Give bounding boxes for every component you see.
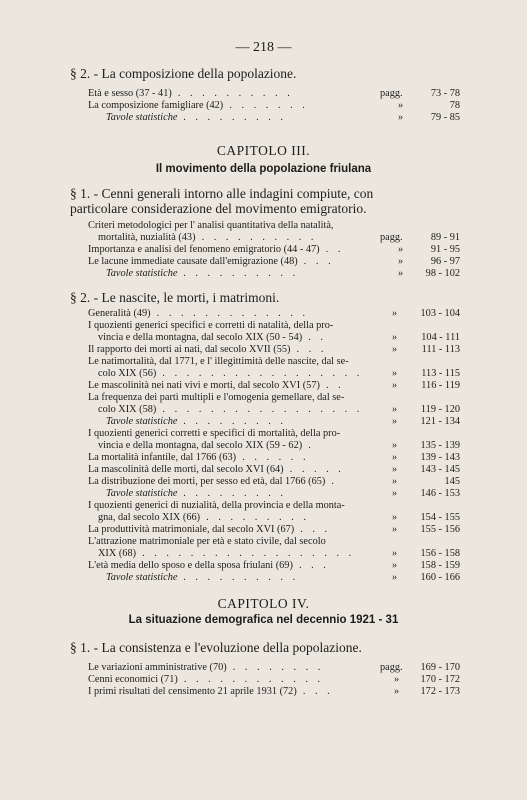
toc-entry: Il rapporto dei morti ai nati, dal secolo XVII (55) . . . » 111 - 113 [88,344,460,355]
entry-pages: 119 - 120 [420,403,460,415]
entry-title: vincia e della montagna, dal secolo XIX (59 - 62) [98,439,303,451]
entry-pages: 113 - 115 [421,367,460,379]
entry-title: Le lacune immediate causate dall'emigrazione (48) [88,256,298,267]
entry-pages-prefix: » [394,674,400,685]
entry-title: Le variazioni amministrative (70) [88,662,227,673]
entry-pages-prefix: » [394,686,400,697]
entry-pages-prefix: » [392,476,398,487]
entry-title: mortalità, nuzialità (43) [98,231,196,243]
entry-title: La produttività matrimoniale, dal secolo XVI (67) [88,524,295,535]
entry-title: La mascolinità delle morti, dal secolo XVI (64) [88,464,284,475]
chapter-title: CAPITOLO III. [216,143,311,158]
entry-pages-prefix: » [398,256,404,267]
section-heading: § 1. - Cenni generali intorno alle indagini compiute, con particolare considerazione del movimento emigratorio. [70,186,374,216]
entry-pages-prefix: » [392,331,398,343]
entry-title: Tavole statistiche [106,488,178,499]
toc-entry: Le mascolinità nei nati vivi e morti, dal secolo XVI (57) . . » 116 - 119 [88,380,460,391]
chapter-title: CAPITOLO IV. [217,596,310,611]
entry-pages: 170 - 172 [420,674,460,685]
entry-pages-prefix: » [392,367,398,379]
entry-pages-prefix: » [392,488,398,499]
toc-entry: La composizione famigliare (42) . . . . . . . » 78 [88,100,460,111]
entry-title-line1: L'attrazione matrimoniale per età e stato civile, dal secolo [88,536,326,547]
toc-entry: I primi risultati del censimento 21 aprile 1931 (72) . . . » 172 - 173 [88,686,460,697]
toc-entry: L'attrazione matrimoniale per età e stato civile, dal secolo XIX (68) . . . . . . . . . . . . . . . . . . » 156 - 158 [88,536,460,559]
toc-entry: Età e sesso (37 - 41) . . . . . . . . . . pagg. 73 - 78 [88,88,460,99]
entry-title: I primi risultati del censimento 21 aprile 1931 (72) [88,686,297,697]
entry-pages: 160 - 166 [420,572,460,583]
toc-entry: La distribuzione dei morti, per sesso ed età, dal 1766 (65) . » 145 [88,476,460,487]
entry-title: Età e sesso (37 - 41) [88,88,172,99]
entry-title-line1: Criteri metodologici per l' analisi quantitativa della natalità, [88,220,334,231]
entry-title: Il rapporto dei morti ai nati, dal secolo XVII (55) [88,344,291,355]
entry-pages-prefix: » [392,344,398,355]
entry-title: Importanza e analisi del fenomeno emigratorio (44 - 47) [88,244,320,255]
entry-pages-prefix: » [398,112,404,123]
toc-entry: La produttività matrimoniale, dal secolo XVI (67) . . . » 155 - 156 [88,524,460,535]
entry-title: Cenni economici (71) [88,674,178,685]
entry-title: vincia e della montagna, dal secolo XIX (50 - 54) [98,331,303,343]
toc-entry: Tavole statistiche . . . . . . . . . » 146 - 153 [106,488,460,499]
entry-title-line1: I quozienti generici corretti e specifici di mortalità, della pro- [88,428,341,439]
entry-pages-prefix: » [398,244,404,255]
entry-title: Le mascolinità nei nati vivi e morti, dal secolo XVI (57) [88,380,320,391]
entry-title: Tavole statistiche [106,416,178,427]
entry-pages-prefix: » [398,100,404,111]
toc-entry: Le natimortalità, dal 1771, e l' illegittimità delle nascite, dal se- colo XIX (56) . . . . . . . . . . . . . . . . . » 113 - 115 [88,356,460,379]
entry-pages: 78 [449,100,460,111]
entry-pages: 135 - 139 [420,439,460,451]
toc-entry: La frequenza dei parti multipli e l'omogenia gemellare, dal se- colo XIX (58) . . . . . . . . . . . . . . . . . » 119 - 120 [88,392,460,415]
entry-pages: 146 - 153 [420,488,460,499]
entry-pages: 139 - 143 [420,452,460,463]
entry-pages-prefix: » [392,403,398,415]
entry-pages: 98 - 102 [425,268,460,279]
entry-title-line1: I quozienti generici specifici e corretti di natalità, della pro- [88,320,334,331]
entry-pages-prefix: » [392,547,398,559]
entry-title: XIX (68) [98,547,137,559]
toc-entry: Tavole statistiche . . . . . . . . . » 121 - 134 [106,416,460,427]
entry-pages-prefix: » [392,439,398,451]
entry-pages-prefix: » [392,416,398,427]
chapter-subtitle: Il movimento della popolazione friulana [155,163,372,175]
entry-title: colo XIX (56) [98,367,157,379]
toc-entry: Tavole statistiche . . . . . . . . . . » 98 - 102 [106,268,460,279]
entry-title: La mortalità infantile, dal 1766 (63) [88,452,237,463]
entry-pages: 89 - 91 [430,231,460,243]
page-number: — 218 — [235,40,292,55]
entry-title: La composizione famigliare (42) [88,100,224,111]
toc-entry: Le lacune immediate causate dall'emigrazione (48) . . . » 96 - 97 [88,256,460,267]
chapter-subtitle: La situazione demografica nel decennio 1921 - 31 [128,614,399,626]
toc-entry: La mascolinità delle morti, dal secolo XVI (64) . . . . . » 143 - 145 [88,464,460,475]
entry-title: gna, dal secolo XIX (66) [98,511,201,523]
entry-pages: 104 - 111 [421,331,460,343]
entry-pages: 121 - 134 [420,416,460,427]
entry-pages-prefix: » [392,572,398,583]
entry-pages: 172 - 173 [420,686,460,697]
entry-pages: 158 - 159 [420,560,460,571]
toc-entry: Tavole statistiche . . . . . . . . . . » 160 - 166 [106,572,460,583]
entry-pages: 169 - 170 [420,662,460,673]
entry-pages: 73 - 78 [430,88,460,99]
toc-entry: Generalità (49) . . . . . . . . . . . . . » 103 - 104 [88,308,460,319]
toc-entry: Importanza e analisi del fenomeno emigratorio (44 - 47) . . » 91 - 95 [88,244,460,255]
section-heading: § 2. - La composizione della popolazione. [70,66,297,81]
entry-title-line1: La frequenza dei parti multipli e l'omogenia gemellare, dal se- [88,392,345,403]
section-heading: § 2. - Le nascite, le morti, i matrimoni. [70,290,280,305]
entry-pages: 111 - 113 [421,344,460,355]
entry-pages: 156 - 158 [420,547,460,559]
entry-title-line1: I quozienti generici di nuzialità, della provincia e della monta- [88,500,345,511]
toc-entry: Criteri metodologici per l' analisi quantitativa della natalità, mortalità, nuzialità (43) . . . . . . . . . . pagg. 89 - 91 [88,220,460,243]
entry-pages-prefix: » [392,524,398,535]
entry-pages-prefix: » [398,268,404,279]
toc-entry: La mortalità infantile, dal 1766 (63) . . . . . . » 139 - 143 [88,452,460,463]
toc-entry: I quozienti generici di nuzialità, della provincia e della monta- gna, dal secolo XIX (66) . . . . . . . . . » 154 - 155 [88,500,460,523]
entry-pages-prefix: pagg. [380,662,403,673]
toc-entry: Cenni economici (71) . . . . . . . . . . . . » 170 - 172 [88,674,460,685]
entry-title: La distribuzione dei morti, per sesso ed età, dal 1766 (65) [88,476,326,487]
entry-pages: 145 [444,476,460,487]
toc-entry: L'età media dello sposo e della sposa friulani (69) . . . » 158 - 159 [88,560,460,571]
entry-title: Generalità (49) [88,308,151,319]
entry-title: Tavole statistiche [106,268,178,279]
entry-pages-prefix: » [392,464,398,475]
entry-pages-prefix: » [392,560,398,571]
section-heading: § 1. - La consistenza e l'evoluzione della popolazione. [70,640,362,655]
toc-entry: I quozienti generici specifici e corretti di natalità, della pro- vincia e della montagna, dal secolo XIX (50 - 54) . . » 104 - 111 [88,320,460,343]
entry-title: colo XIX (58) [98,403,157,415]
entry-title: Tavole statistiche [106,572,178,583]
entry-pages: 96 - 97 [430,256,460,267]
entry-pages-prefix: » [392,380,398,391]
entry-pages-prefix: » [392,511,398,523]
entry-pages: 143 - 145 [420,464,460,475]
toc-entry: Tavole statistiche . . . . . . . . . » 79 - 85 [106,112,460,123]
entry-pages: 79 - 85 [430,112,460,123]
entry-pages: 155 - 156 [420,524,460,535]
entry-pages: 154 - 155 [420,511,460,523]
entry-pages-prefix: pagg. [380,231,403,243]
entry-pages: 103 - 104 [420,308,460,319]
entry-pages-prefix: pagg. [380,88,403,99]
entry-title: Tavole statistiche [106,112,178,123]
entry-pages-prefix: » [392,452,398,463]
entry-title: L'età media dello sposo e della sposa friulani (69) [88,560,293,571]
entry-title-line1: Le natimortalità, dal 1771, e l' illegittimità delle nascite, dal se- [88,356,349,367]
entry-pages: 116 - 119 [421,380,460,391]
entry-pages-prefix: » [392,308,398,319]
toc-entry: Le variazioni amministrative (70) . . . . . . . . pagg. 169 - 170 [88,662,460,673]
entry-pages: 91 - 95 [430,244,460,255]
toc-entry: I quozienti generici corretti e specifici di mortalità, della pro- vincia e della montagna, dal secolo XIX (59 - 62) . » 135 - 139 [88,428,460,451]
